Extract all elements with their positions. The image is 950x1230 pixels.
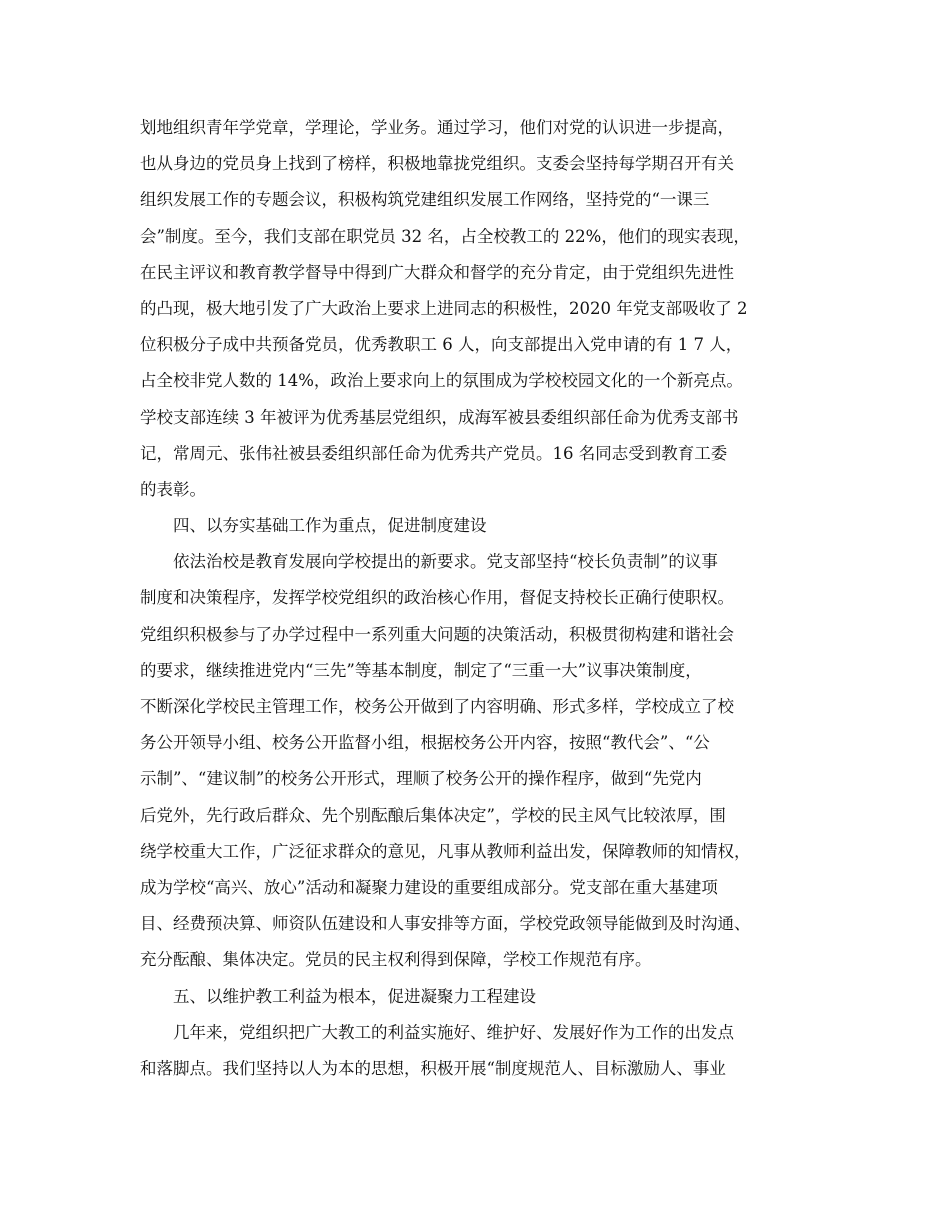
- text-line: 的凸现，极大地引发了广大政治上要求上进同志的积极性，2020 年党支部吸收了 2: [140, 298, 748, 318]
- text-line: 学校支部连续 3 年被评为优秀基层党组织，成海军被县委组织部任命为优秀支部书: [140, 407, 739, 427]
- text-line: 绕学校重大工作，广泛征求群众的意见，凡事从教师利益出发，保障教师的知情权，: [140, 841, 751, 861]
- text-line: 的表彰。: [140, 479, 206, 499]
- text-line: 也从身边的党员身上找到了榜样，积极地靠拢党组织。支委会坚持每学期召开有关: [140, 154, 734, 174]
- text-line: 示制”、“建议制”的校务公开形式，理顺了校务公开的操作程序，做到“先党内: [140, 769, 702, 789]
- text-line: 几年来，党组织把广大教工的利益实施好、维护好、发展好作为工作的出发点: [173, 1022, 734, 1042]
- text-line: 占全校非党人数的 14%，政治上要求向上的氛围成为学校校园文化的一个新亮点。: [140, 371, 743, 391]
- text-line: 不断深化学校民主管理工作，校务公开做到了内容明确、形式多样，学校成立了校: [140, 697, 734, 716]
- text-line: 充分酝酿、集体决定。党员的民主权利得到保障，学校工作规范有序。: [140, 950, 652, 970]
- text-line: 依法治校是教育发展向学校提出的新要求。党支部坚持“校长负责制”的议事: [173, 552, 718, 572]
- text-line: 五、以维护教工利益为根本，促进凝聚力工程建设: [173, 986, 536, 1006]
- text-line: 在民主评议和教育教学督导中得到广大群众和督学的充分肯定，由于党组织先进性: [140, 262, 734, 282]
- text-line: 目、经费预决算、师资队伍建设和人事安排等方面，学校党政领导能做到及时沟通、: [140, 914, 751, 934]
- text-line: 的要求，继续推进党内“三先”等基本制度，制定了“三重一大”议事决策制度，: [140, 660, 702, 680]
- document-body: [140, 110, 830, 1087]
- text-line: 制度和决策程序，发挥学校党组织的政治核心作用，督促支持校长正确行使职权。: [140, 588, 734, 608]
- text-line: 会”制度。至今，我们支部在职党员 32 名，占全校教工的 22%，他们的现实表现，: [140, 226, 750, 246]
- text-line: 党组织积极参与了办学过程中一系列重大问题的决策活动，积极贯彻构建和谐社会: [140, 624, 734, 644]
- text-line: 和落脚点。我们坚持以人为本的思想，积极开展“制度规范人、目标激励人、事业: [140, 1058, 726, 1078]
- text-line: 划地组织青年学党章，学理论，学业务。通过学习，他们对党的认识进一步提高，: [140, 118, 734, 137]
- text-line: 组织发展工作的专题会议，积极构筑党建组织发展工作网络，坚持党的“一课三: [140, 190, 710, 210]
- text-line: 后党外，先行政后群众、先个别酝酿后集体决定”，学校的民主风气比较浓厚，围: [140, 805, 726, 825]
- text-line: 记，常周元、张伟社被县委组织部任命为优秀共产党员。16 名同志受到教育工委: [140, 443, 728, 463]
- text-line: 务公开领导小组、校务公开监督小组，根据校务公开内容，按照“教代会”、“公: [140, 733, 710, 753]
- text-line: 位积极分子成中共预备党员，优秀教职工 6 人，向支部提出入党申请的有 1 7 人，: [140, 335, 743, 355]
- text-line: 成为学校“高兴、放心”活动和凝聚力建设的重要组成部分。党支部在重大基建项: [140, 877, 718, 897]
- text-line: 四、以夯实基础工作为重点，促进制度建设: [173, 516, 487, 536]
